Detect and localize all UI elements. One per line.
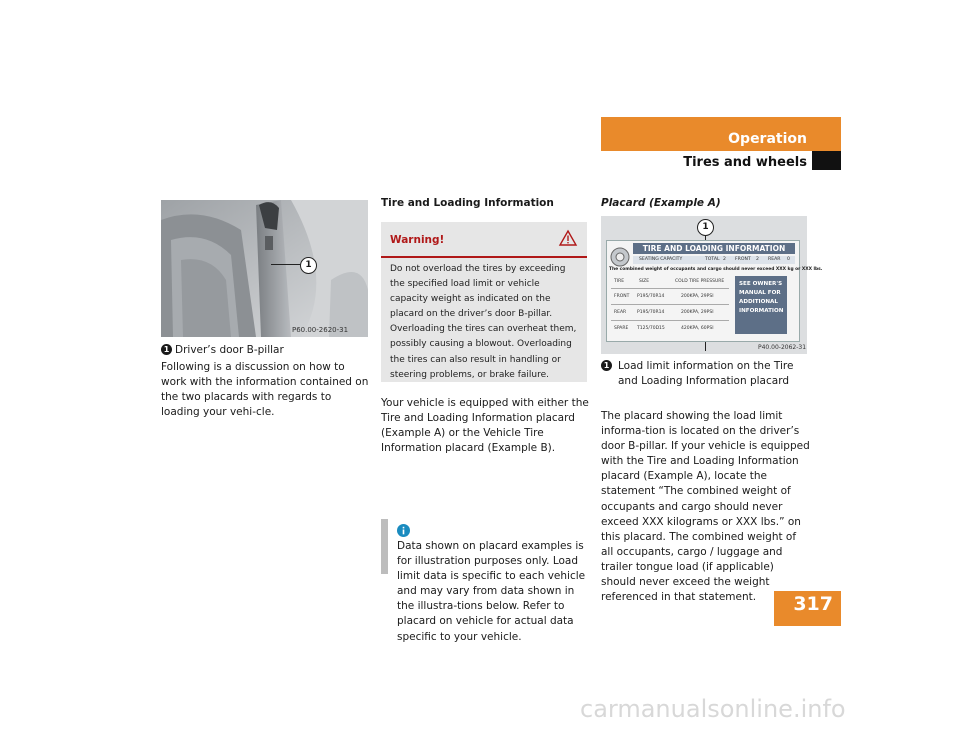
- see-manual-line: MANUAL FOR: [739, 290, 781, 296]
- caption-number: 1: [161, 344, 172, 355]
- page-number: 317: [793, 593, 833, 615]
- row-pressure: 420KPA, 60PSI: [681, 326, 714, 331]
- warning-text: Do not overload the tires by exceeding the specified load limit or vehicle capacity weight as indicated on the placard on the driver’s door B-pillar. Overloading the tires can overheat them, possibly causing a blowout. Overloading the tires can also result in handling or steering problems, or brake failure.: [390, 264, 577, 380]
- placard-statement: The combined weight of occupants and cargo should never exceed XXX kg or XXX lbs.: [609, 267, 823, 272]
- front-value: 2: [756, 257, 759, 262]
- placard-illustration: [601, 216, 823, 354]
- see-manual-line: ADDITIONAL: [739, 299, 778, 305]
- warning-box: [381, 222, 587, 382]
- page-number-tab: [774, 591, 841, 626]
- see-manual-line: INFORMATION: [739, 308, 784, 314]
- info-text: Data shown on placard examples is for illustration purposes only. Load limit data is specific to each vehicle and may vary from data shown in the illustra-tions below. Refer to placard on vehicle for actual data specific to your vehicle.: [397, 540, 586, 643]
- placard-paragraph: Your vehicle is equipped with either the Tire and Loading Information placard (Example A) or the Vehicle Tire Information placard (Example B).: [381, 397, 589, 455]
- section-tab: [601, 117, 841, 151]
- placard-table: [611, 276, 729, 336]
- warning-rule: [381, 256, 587, 258]
- seating-label: SEATING CAPACITY: [639, 257, 683, 262]
- placard-caption: [601, 359, 811, 389]
- photo-code: P60.00-2620-31: [292, 326, 349, 334]
- col-size: SIZE: [639, 279, 650, 284]
- caption-text: Load limit information on the Tire and Loading Information placard: [618, 360, 794, 388]
- photo1-caption: [161, 343, 371, 358]
- photo-callout: 1: [300, 257, 317, 274]
- tire-icon: [610, 247, 630, 267]
- caption-num-cell: [601, 359, 618, 389]
- placard-title: TIRE AND LOADING INFORMATION: [633, 243, 795, 254]
- section-marker: [812, 151, 841, 170]
- table-row: [611, 289, 729, 305]
- caption-layout: [601, 359, 808, 389]
- load-limit-paragraph: The placard showing the load limit informa-tion is located on the driver’s door B-pillar. If your vehicle is equipped with the Tire and Loading Information placard (Example A), locate the statement “The combined weight of occupants and cargo should never exceed XXX kilograms or XXX lbs.” on this placard. The combined weight of all occupants, cargo / luggage and trailer tongue load (if applicable) should never exceed the weight referenced in that statement.: [601, 410, 810, 604]
- placard-heading: Placard (Example A): [601, 197, 721, 209]
- col-pressure: COLD TIRE PRESSURE: [675, 279, 725, 284]
- front-label: FRONT: [735, 257, 751, 262]
- placard-table-header: [611, 276, 729, 289]
- intro-paragraph: Following is a discussion on how to work with the information contained on the two placards with regards to loading your vehi-cle.: [161, 361, 369, 419]
- row-size: P195/70R14: [637, 294, 665, 299]
- col-tire: TIRE: [614, 279, 625, 284]
- total-value: 2: [723, 257, 726, 262]
- row-tire: SPARE: [614, 326, 629, 331]
- placard-capacity-row: [633, 256, 795, 264]
- placard-label: [606, 240, 823, 342]
- rear-label: REAR: [768, 257, 781, 262]
- see-manual-box: [735, 276, 787, 334]
- placard-callout: 1: [697, 219, 714, 236]
- callout-line: [271, 264, 300, 265]
- caption-text: Driver’s door B-pillar: [175, 344, 284, 356]
- total-label: TOTAL: [705, 257, 720, 262]
- row-size: P195/70R14: [637, 310, 665, 315]
- row-size: T125/70D15: [637, 326, 665, 331]
- placard-code: P40.00-2062-31: [758, 344, 807, 351]
- row-tire: FRONT: [614, 294, 630, 299]
- subsection-title: Tires and wheels: [683, 155, 807, 170]
- table-row: [611, 305, 729, 321]
- see-manual-line: SEE OWNER'S: [739, 281, 783, 287]
- row-pressure: 200KPA, 29PSI: [681, 310, 714, 315]
- info-bar: [381, 519, 388, 574]
- row-tire: REAR: [614, 310, 627, 315]
- warning-title: Warning!: [390, 234, 445, 246]
- section-heading: Tire and Loading Information: [381, 197, 554, 209]
- warning-triangle-icon: [559, 230, 577, 250]
- info-box: [381, 519, 587, 643]
- watermark: carmanualsonline.info: [580, 695, 846, 723]
- rear-value: 0: [787, 257, 790, 262]
- b-pillar-illustration: [161, 200, 368, 337]
- row-pressure: 200KPA, 29PSI: [681, 294, 714, 299]
- b-pillar-photo: [161, 200, 368, 337]
- section-title: Operation: [728, 131, 807, 147]
- table-row: [611, 321, 729, 336]
- caption-number: 1: [601, 360, 612, 371]
